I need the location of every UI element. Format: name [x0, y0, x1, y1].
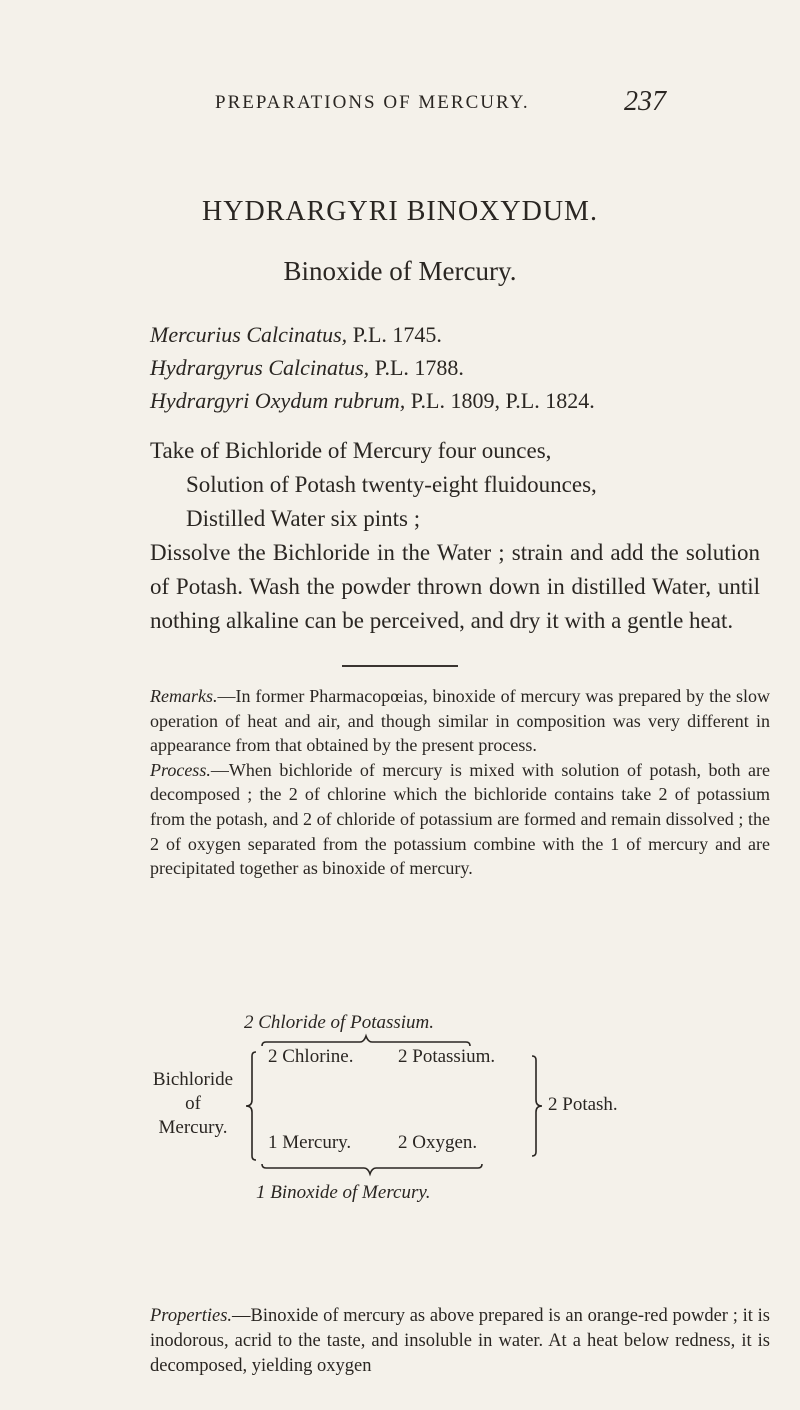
- ingredient-line: Solution of Potash twenty-eight fluidounces,: [186, 472, 597, 497]
- left-label-line: Mercury.: [158, 1117, 228, 1138]
- remarks-label: Remarks.: [150, 686, 218, 706]
- cell-top-left: 2 Chlorine.: [268, 1046, 354, 1067]
- process-label: Process.: [150, 759, 211, 780]
- cell-bottom-left: 1 Mercury.: [268, 1132, 352, 1153]
- section-subtitle: Binoxide of Mercury.: [283, 256, 517, 286]
- properties-body: [150, 1304, 770, 1379]
- properties-text: —Binoxide of mercury as above prepared is an orange-red powder ; it is inodorous, acrid to the taste, and insoluble in water. At a heat below redness, it is decomposed, yielding oxygen: [150, 1306, 770, 1376]
- remarks-text: —In former Pharmacopœias, binoxide of mercury was prepared by the slow operation of heat and air, and though similar in composition was very different in appearance from that obtained by the present process.: [150, 686, 770, 756]
- ingredient-line: Distilled Water six pints ;: [186, 506, 421, 531]
- top-brace: [262, 1036, 470, 1046]
- formula-directions: Dissolve the Bichloride in the Water ; strain and add the solution of Potash. Wash the powder thrown down in distilled Water, until nothing alkaline can be perceived, and dry it with a gentle heat.: [150, 540, 760, 633]
- properties-paragraph: [150, 1304, 770, 1379]
- synonym-reference: P.L. 1788.: [374, 355, 464, 380]
- left-label-line: of: [185, 1093, 201, 1114]
- bottom-brace: [262, 1164, 482, 1174]
- right-brace: [532, 1056, 542, 1156]
- page-number: 237: [624, 86, 666, 117]
- running-title: PREPARATIONS OF MERCURY.: [215, 92, 530, 113]
- synonym-name: Hydrargyri Oxydum rubrum,: [150, 388, 406, 413]
- section-title: HYDRARGYRI BINOXYDUM.: [202, 196, 598, 227]
- left-brace: [246, 1052, 256, 1160]
- synonym-reference: P.L. 1809, P.L. 1824.: [410, 388, 595, 413]
- diagram-bottom-label: 1 Binoxide of Mercury.: [256, 1182, 431, 1203]
- cell-bottom-right: 2 Oxygen.: [398, 1132, 478, 1153]
- synonym-name: Hydrargyrus Calcinatus,: [150, 355, 370, 380]
- synonym-reference: P.L. 1745.: [352, 322, 442, 347]
- ingredient-line: Take of Bichloride of Mercury four ounces,: [150, 438, 552, 463]
- diagram-left-label: [148, 1068, 238, 1140]
- properties-label: Properties.: [150, 1306, 233, 1326]
- diagram-right-label: 2 Potash.: [548, 1094, 618, 1115]
- diagram-top-label: 2 Chloride of Potassium.: [244, 1012, 435, 1033]
- process-text: —When bichloride of mercury is mixed with solution of potash, both are decomposed ; the 2 of chlorine which the bichloride contains take 2 of potassium from the potash, and 2 of chloride of potassium are formed and remain dissolved ; the 2 of oxygen separated from the potassium combine with the 1 of mercury and are precipitated together as binoxide of mercury.: [150, 759, 770, 879]
- synonym-name: Mercurius Calcinatus,: [150, 322, 348, 347]
- cell-top-right: 2 Potassium.: [398, 1046, 496, 1067]
- left-label-line: Bichloride: [152, 1069, 234, 1090]
